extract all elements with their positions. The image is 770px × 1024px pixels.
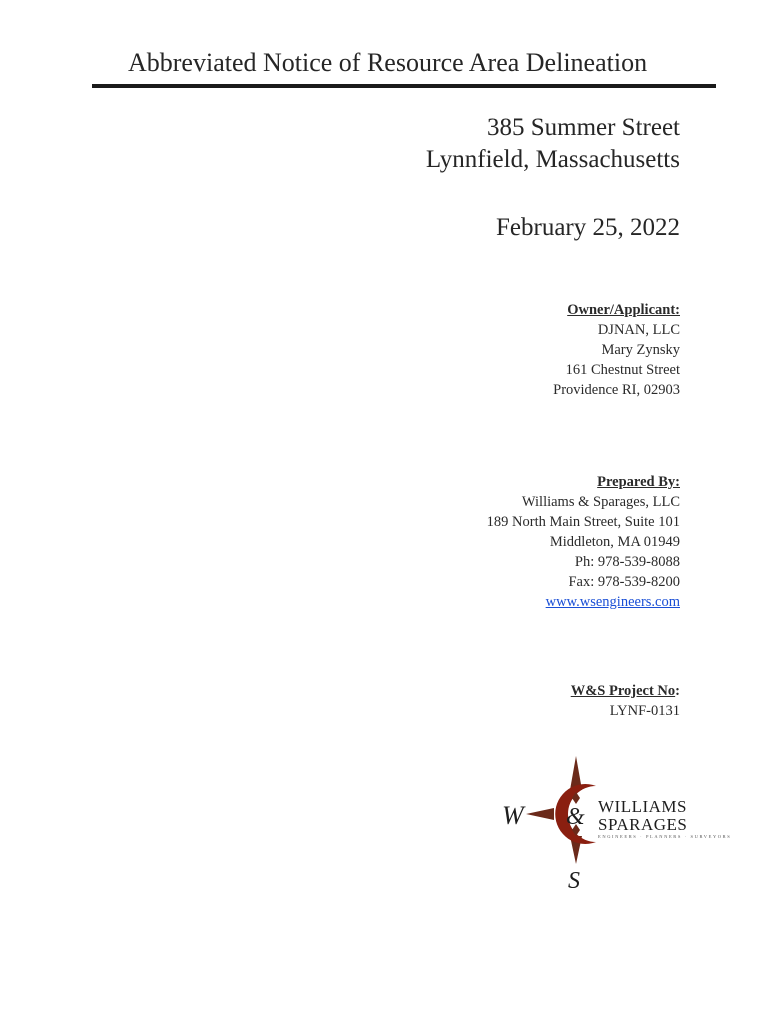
logo-letter-w: W	[502, 801, 524, 830]
document-title: Abbreviated Notice of Resource Area Delineation	[128, 48, 648, 77]
prepared-by-heading: Prepared By:	[597, 474, 680, 490]
title-rule	[92, 84, 716, 88]
logo-word-sparages: SPARAGES	[598, 815, 688, 834]
project-heading: W&S Project No	[570, 683, 676, 699]
address-line-street: 385 Summer Street	[486, 114, 680, 141]
owner-block	[553, 300, 680, 400]
prepared-by-line: 189 North Main Street, Suite 101	[486, 514, 680, 530]
owner-line: DJNAN, LLC	[597, 322, 680, 338]
owner-line: Mary Zynsky	[601, 342, 680, 358]
owner-line: Providence RI, 02903	[553, 382, 680, 398]
project-heading-colon: :	[675, 683, 680, 699]
prepared-by-block	[487, 472, 680, 612]
document-date: February 25, 2022	[496, 214, 680, 241]
project-block	[571, 681, 680, 721]
prepared-by-line: Fax: 978-539-8200	[568, 574, 680, 590]
logo-ampersand: &	[566, 804, 585, 830]
logo-tagline: ENGINEERS · PLANNERS · SURVEYORS	[598, 834, 732, 839]
prepared-by-line: Middleton, MA 01949	[549, 534, 680, 550]
website-link[interactable]: www.wsengineers.com	[545, 594, 680, 610]
owner-heading: Owner/Applicant:	[567, 302, 680, 318]
prepared-by-line: Ph: 978-539-8088	[574, 554, 680, 570]
prepared-by-line: Williams & Sparages, LLC	[521, 494, 680, 510]
project-number: LYNF-0131	[609, 703, 680, 719]
owner-line: 161 Chestnut Street	[565, 362, 680, 378]
logo-letter-s: S	[568, 868, 580, 892]
site-address	[426, 112, 680, 176]
address-line-city: Lynnfield, Massachusetts	[425, 146, 680, 173]
logo-word-williams: WILLIAMS	[598, 797, 687, 816]
compass-west-spike	[526, 808, 554, 820]
